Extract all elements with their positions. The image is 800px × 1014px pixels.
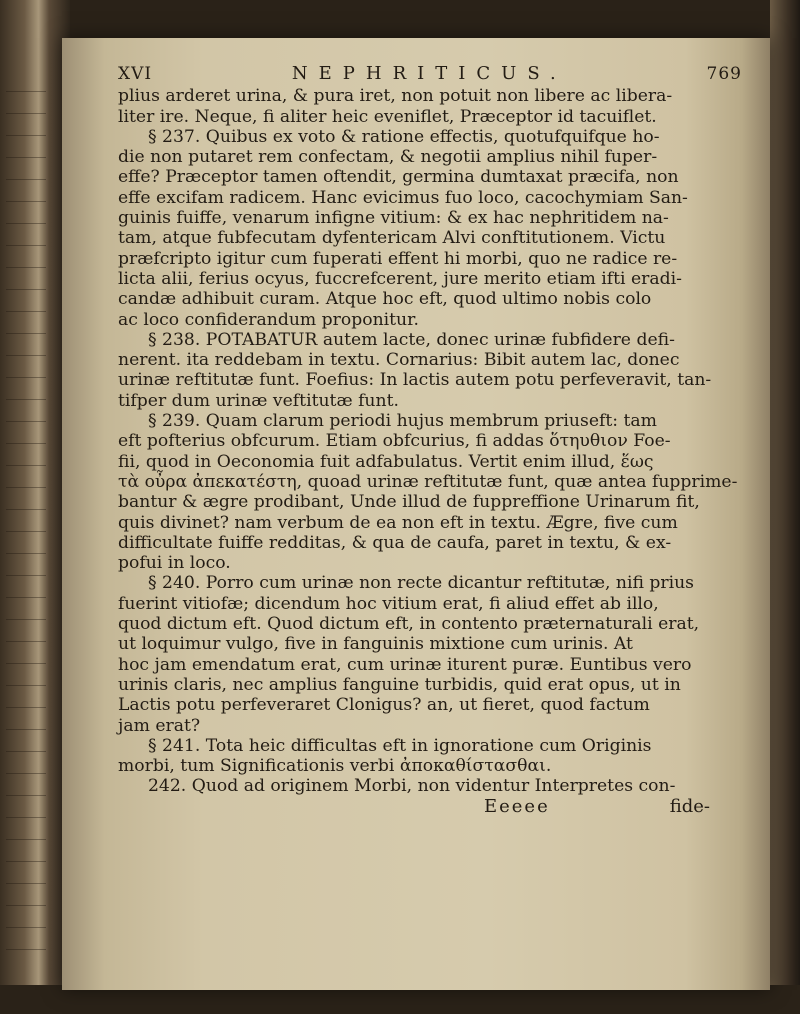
- text-line: effe? Præceptor tamen oftendit, germina dumtaxat præcifa, non: [118, 167, 679, 188]
- text-line: urinis claris, nec amplius fanguine turbidis, quid erat opus, ut in: [118, 674, 681, 695]
- text-line: licta alii, ferius ocyus, fuccrefcerent, jure merito etiam ifti eradi-: [118, 268, 682, 289]
- page-number: 769: [706, 64, 742, 84]
- text-line: ac loco confiderandum proponitur.: [118, 309, 419, 330]
- catchword-line: [118, 797, 742, 817]
- text-line: morbi, tum Significationis verbi ἀποκαθίστασθαι.: [118, 756, 552, 777]
- page-content: [118, 64, 742, 817]
- text-line: guinis fuiffe, venarum infigne vitium: & ex hac nephritidem na-: [118, 208, 669, 229]
- text-line: eft pofterius obfcurum. Etiam obfcurius, fi addas ὅτηυθιον Foe-: [118, 431, 671, 452]
- text-line: ut loquimur vulgo, five in fanguinis mixtione cum urinis. At: [118, 634, 633, 655]
- running-title: NEPHRITICUS.: [291, 63, 567, 84]
- book-left-edge: [0, 0, 70, 1014]
- section-number: XVI: [118, 64, 153, 84]
- text-line: die non putaret rem confectam, & negotii amplius nihil fuper-: [118, 147, 658, 168]
- text-line: pofui in loco.: [118, 553, 231, 574]
- text-line: bantur & ægre prodibant, Unde illud de fuppreffione Urinarum fit,: [118, 492, 700, 513]
- text-line: § 240. Porro cum urinæ non recte dicantur reftitutæ, nifi prius: [148, 573, 694, 594]
- text-line: fii, quod in Oeconomia fuit adfabulatus. Vertit enim illud, ἕως: [118, 451, 654, 472]
- text-line: quis divinet? nam verbum de ea non eft in textu. Ægre, five cum: [118, 512, 678, 533]
- text-line: Lactis potu perfeveraret Clonigus? an, ut fieret, quod factum: [118, 695, 650, 716]
- text-line: urinæ reftitutæ funt. Foefius: In lactis autem potu perfeveravit, tan-: [118, 370, 712, 391]
- text-line: candæ adhibuit curam. Atque hoc eft, quod ultimo nobis colo: [118, 289, 652, 310]
- text-line: § 237. Quibus ex voto & ratione effectis, quotufquifque ho-: [148, 126, 660, 147]
- text-line: § 238. POTABATUR autem lacte, donec urinæ fubfidere defi-: [148, 329, 675, 350]
- book-right-edge: [770, 0, 800, 1014]
- text-line: difficultate fuiffe redditas, & qua de caufa, paret in textu, & ex-: [118, 532, 672, 553]
- page-stack-lines: [6, 70, 46, 950]
- text-line: jam erat?: [118, 715, 201, 736]
- text-line: 242. Quod ad originem Morbi, non videntur Interpretes con-: [148, 776, 676, 797]
- text-line: effe excifam radicem. Hanc evicimus fuo loco, cacochymiam San-: [118, 187, 688, 208]
- text-line: τὰ οὖρα ἀπεκατέστη, quoad urinæ reftitutæ funt, quæ antea fupprime-: [118, 471, 738, 492]
- text-line: tam, atque fubfecutam dyfentericam Alvi conftitutionem. Victu: [118, 228, 666, 249]
- text-line: hoc jam emendatum erat, cum urinæ iturent puræ. Euntibus vero: [118, 654, 692, 675]
- text-line: § 241. Tota heic difficultas eft in ignoratione cum Originis: [148, 735, 652, 756]
- text-line: tifper dum urinæ veftitutæ funt.: [118, 390, 399, 411]
- signature-mark: Eeeee: [483, 795, 550, 817]
- text-line: præfcripto igitur cum fuperati effent hi morbi, quo ne radice re-: [118, 248, 678, 269]
- text-line: fuerint vitiofæ; dicendum hoc vitium erat, fi aliud effet ab illo,: [118, 593, 659, 614]
- text-line: liter ire. Neque, fi aliter heic eveniflet, Præceptor id tacuiflet.: [118, 106, 657, 127]
- text-line: plius arderet urina, & pura iret, non potuit non libere ac libera-: [118, 86, 673, 107]
- running-header: [118, 64, 742, 84]
- text-line: quod dictum eft. Quod dictum eft, in contento præternaturali erat,: [118, 614, 700, 635]
- text-line: § 239. Quam clarum periodi hujus membrum priuseft: tam: [148, 411, 657, 432]
- catchword: fide-: [669, 795, 710, 817]
- text-line: nerent. ita reddebam in textu. Cornarius: Bibit autem lac, donec: [118, 350, 680, 371]
